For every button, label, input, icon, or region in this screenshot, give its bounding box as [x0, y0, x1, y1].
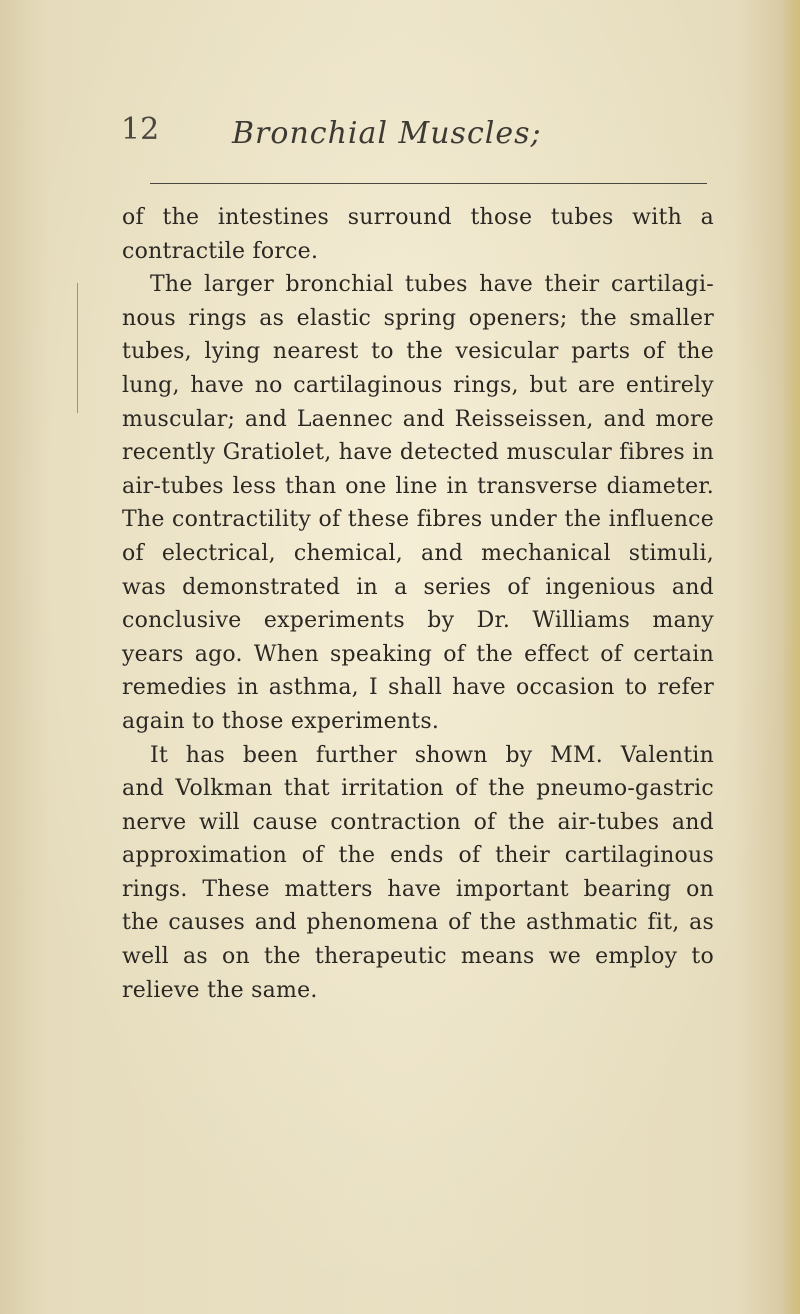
page-number: 12: [121, 112, 160, 147]
text-line: nous rings as elastic spring openers; the smaller: [122, 305, 714, 331]
text-line: nerve will cause contraction of the air-tubes and: [122, 809, 714, 835]
text-line: muscular; and Laennec and Reisseissen, and more: [122, 406, 714, 432]
text-line: years ago. When speaking of the effect of certain: [122, 641, 714, 667]
text-line: rings. These matters have important bearing on: [122, 876, 714, 902]
text-line: tubes, lying nearest to the vesicular parts of the: [122, 339, 714, 365]
header-rule: [150, 183, 707, 184]
text-line: and Volkman that irritation of the pneumo-gastric: [122, 776, 714, 802]
body-text: [122, 201, 714, 1007]
text-line: well as on the therapeutic means we employ to: [122, 944, 714, 970]
page-edge-shadow: [782, 0, 800, 1314]
text-line: the causes and phenomena of the asthmatic fit, as: [122, 910, 714, 936]
text-line: of the intestines surround those tubes with a: [122, 205, 714, 230]
text-line: remedies in asthma, I shall have occasion to refer: [122, 675, 714, 701]
running-title: Bronchial Muscles;: [232, 116, 542, 151]
text-line: air-tubes less than one line in transverse diameter.: [122, 473, 714, 499]
text-line: contractile force.: [122, 238, 319, 264]
text-line: lung, have no cartilaginous rings, but are entirely: [122, 372, 714, 398]
text-line: relieve the same.: [122, 977, 318, 1003]
margin-pencil-mark: [77, 283, 88, 413]
text-line: was demonstrated in a series of ingenious and: [122, 574, 714, 600]
text-line: recently Gratiolet, have detected muscular fibres in: [122, 440, 714, 466]
text-line: The contractility of these fibres under the influence: [122, 507, 714, 533]
text-line: conclusive experiments by Dr. Williams many: [122, 608, 714, 634]
text-line: approximation of the ends of their cartilaginous: [122, 843, 714, 869]
text-line: It has been further shown by MM. Valentin: [150, 742, 714, 768]
text-line: The larger bronchial tubes have their cartilagi-: [150, 272, 714, 298]
text-line: of electrical, chemical, and mechanical stimuli,: [122, 540, 714, 566]
text-line: again to those experiments.: [122, 708, 440, 734]
